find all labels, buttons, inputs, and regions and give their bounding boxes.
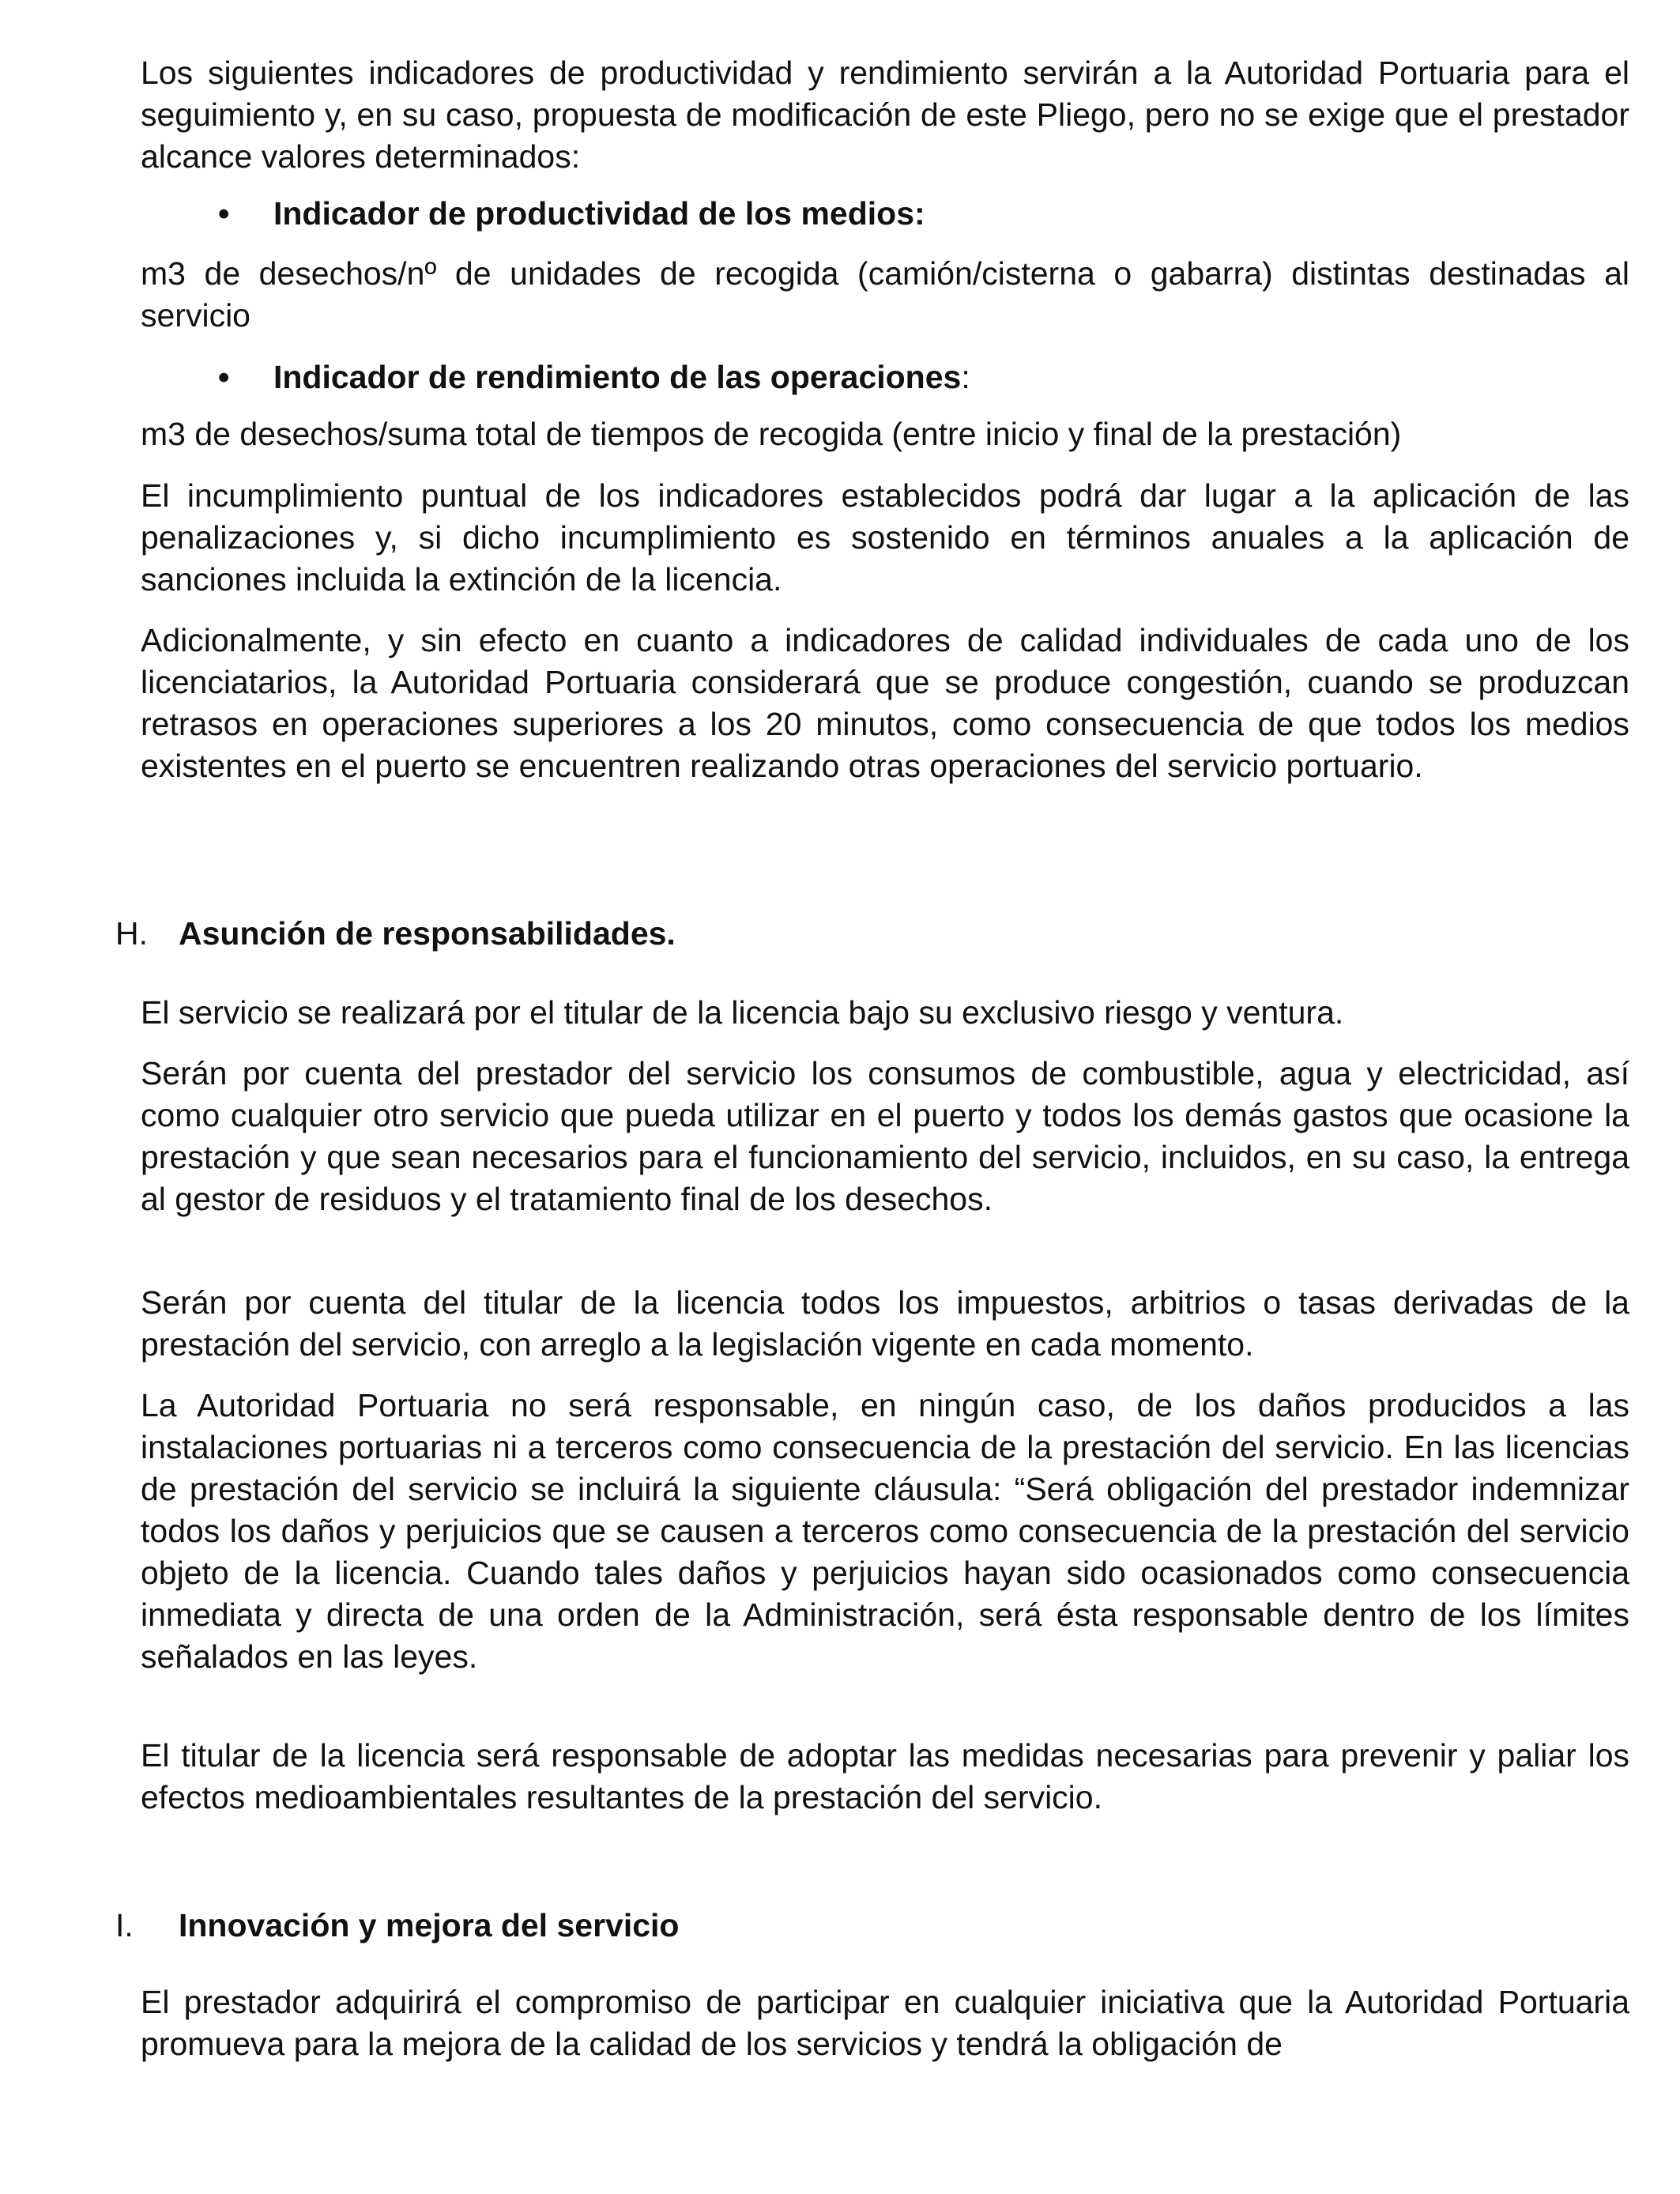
congestion-paragraph: Adicionalmente, y sin efecto en cuanto a indicadores de calidad individuales de cada uno de los licenciatarios, la Autoridad Portuaria considerará que se produce congestión, cuando se produzcan retrasos en operaciones superiores a los 20 minutos, como consecuencia de que todos los medios existentes en el puerto se encuentren realizando otras operaciones del servicio portuario. — [141, 622, 1629, 784]
section-i-letter: I. — [115, 1907, 134, 1943]
section-i-title: Innovación y mejora del servicio — [179, 1907, 680, 1943]
intro-paragraph: Los siguientes indicadores de productividad y rendimiento servirán a la Autoridad Portuaria para el seguimiento y, en su caso, propuesta de modificación de este Pliego, pero no se exige que el prestador alcance valores determinados: — [141, 55, 1629, 175]
section-h-paragraph-4: La Autoridad Portuaria no será responsable, en ningún caso, de los daños producidos a las instalaciones portuarias ni a terceros como consecuencia de la prestación del servicio. En las licencias de prestación del servicio se incluirá la siguiente cláusula: “Será obligación del prestador indemnizar todos los daños y perjuicios que se causen a terceros como consecuencia de la prestación del servicio objeto de la licencia. Cuando tales daños y perjuicios hayan sido ocasionados como consecuencia inmediata y directa de una orden de la Administración, será ésta responsable dentro de los límites señalados en las leyes. — [141, 1387, 1629, 1675]
indicator-performance-title-text: Indicador de rendimiento de las operaciones — [273, 359, 962, 395]
indicator-performance-title-suffix: : — [961, 359, 970, 395]
section-i-paragraph-1: El prestador adquirirá el compromiso de participar en cualquier iniciativa que la Autoridad Portuaria promueva para la mejora de la calidad de los servicios y tendrá la obligación de — [141, 1984, 1629, 2062]
indicator-performance-text: m3 de desechos/suma total de tiempos de recogida (entre inicio y final de la prestación) — [141, 416, 1402, 452]
bullet-icon: • — [218, 359, 230, 395]
indicator-productivity-text: m3 de desechos/nº de unidades de recogida (camión/cisterna o gabarra) distintas destinadas al servicio — [141, 255, 1629, 334]
bullet-icon: • — [218, 195, 230, 232]
noncompliance-paragraph: El incumplimiento puntual de los indicadores establecidos podrá dar lugar a la aplicación de las penalizaciones y, si dicho incumplimiento es sostenido en términos anuales a la aplicación de sanciones incluida la extinción de la licencia. — [141, 477, 1629, 598]
indicator-productivity-title — [273, 193, 925, 235]
section-h-paragraph-5: El titular de la licencia será responsable de adoptar las medidas necesarias para prevenir y paliar los efectos medioambientales resultantes de la prestación del servicio. — [141, 1737, 1629, 1815]
section-h-title: Asunción de responsabilidades. — [179, 915, 676, 952]
section-h-paragraph-3: Serán por cuenta del titular de la licencia todos los impuestos, arbitrios o tasas derivadas de la prestación del servicio, con arreglo a la legislación vigente en cada momento. — [141, 1284, 1629, 1363]
section-h-paragraph-1: El servicio se realizará por el titular de la licencia bajo su exclusivo riesgo y ventura. — [141, 994, 1344, 1031]
indicator-productivity-title-text: Indicador de productividad de los medios: — [273, 195, 925, 232]
section-h-paragraph-2: Serán por cuenta del prestador del servicio los consumos de combustible, agua y electricidad, así como cualquier otro servicio que pueda utilizar en el puerto y todos los demás gastos que ocasione la prestación y que sean necesarios para el funcionamiento del servicio, incluidos, en su caso, la entrega al gestor de residuos y el tratamiento final de los desechos. — [141, 1055, 1629, 1217]
indicator-performance-title — [273, 356, 970, 398]
section-h-letter: H. — [115, 915, 148, 952]
